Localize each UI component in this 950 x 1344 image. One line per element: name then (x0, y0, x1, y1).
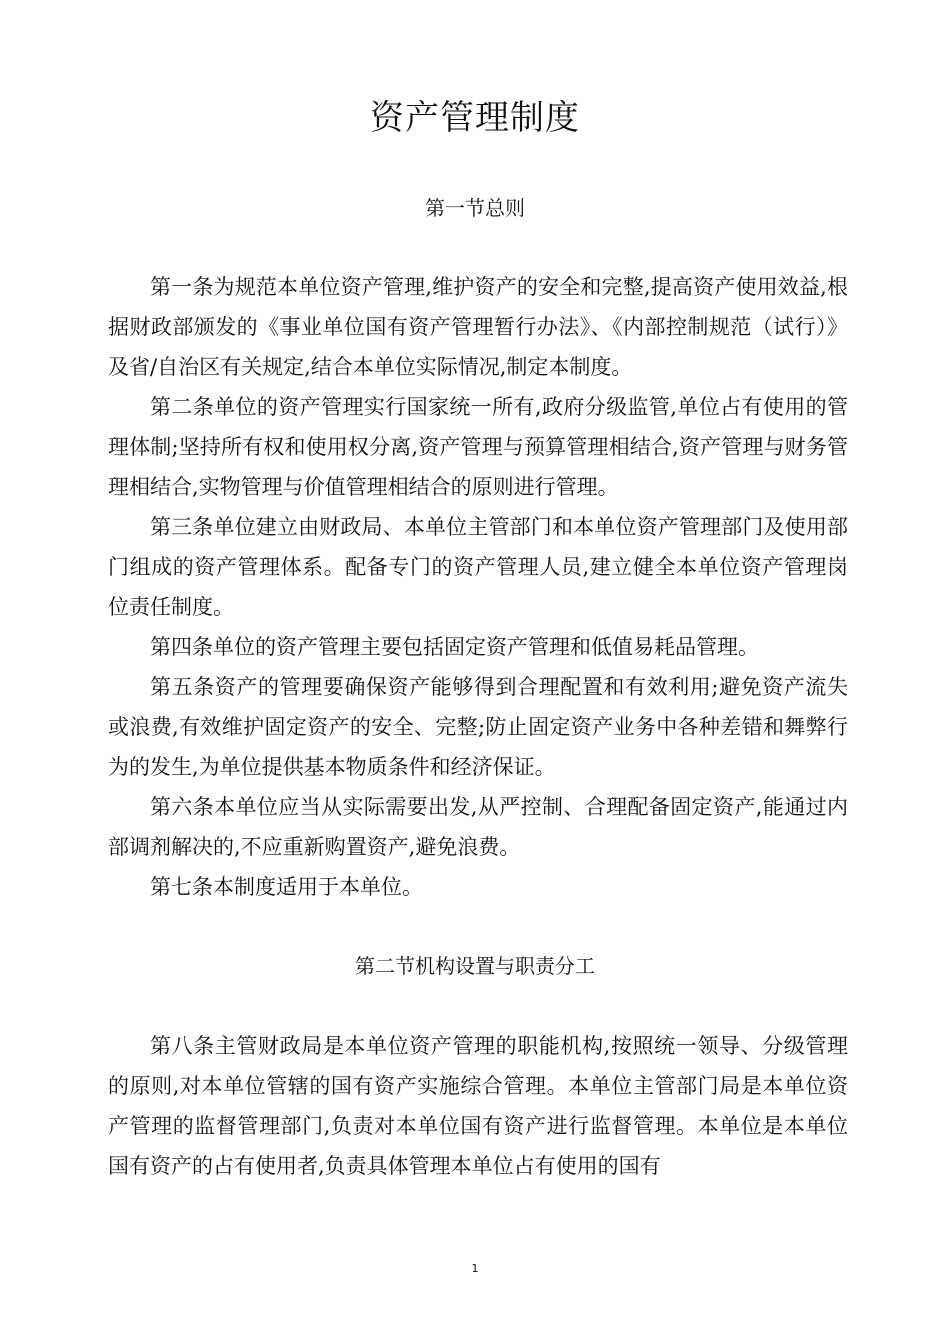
article-paragraph: 第六条本单位应当从实际需要出发,从严控制、合理配备固定资产,能通过内部调剂解决的,不应重新购置资产,避免浪费。 (108, 795, 848, 859)
section-body-general (108, 267, 848, 907)
article-paragraph: 第四条单位的资产管理主要包括固定资产管理和低值易耗品管理。 (150, 635, 759, 659)
section-heading-general: 第一节总则 (425, 196, 525, 220)
section-body-organization (108, 1026, 848, 1186)
page-number: 1 (471, 1262, 479, 1275)
article-paragraph: 第二条单位的资产管理实行国家统一所有,政府分级监管,单位占有使用的管理体制;坚持所有权和使用权分离,资产管理与预算管理相结合,资产管理与财务管理相结合,实物管理与价值管理相结合的原则进行管理。 (108, 395, 848, 499)
article-paragraph: 第七条本制度适用于本单位。 (150, 875, 423, 899)
document-title: 资产管理制度 (370, 98, 580, 138)
article-paragraph: 第三条单位建立由财政局、本单位主管部门和本单位资产管理部门及使用部门组成的资产管理体系。配备专门的资产管理人员,建立健全本单位资产管理岗位责任制度。 (108, 515, 848, 619)
section-heading-organization: 第二节机构设置与职责分工 (355, 954, 595, 978)
article-paragraph: 第五条资产的管理要确保资产能够得到合理配置和有效利用;避免资产流失或浪费,有效维护固定资产的安全、完整;防止固定资产业务中各种差错和舞弊行为的发生,为单位提供基本物质条件和经济保证。 (108, 675, 848, 779)
article-paragraph: 第八条主管财政局是本单位资产管理的职能机构,按照统一领导、分级管理的原则,对本单位管辖的国有资产实施综合管理。本单位主管部门局是本单位资产管理的监督管理部门,负责对本单位国有资产进行监督管理。本单位是本单位国有资产的占有使用者,负责具体管理本单位占有使用的国有 (108, 1034, 848, 1178)
article-paragraph: 第一条为规范本单位资产管理,维护资产的安全和完整,提高资产使用效益,根据财政部颁发的《事业单位国有资产管理暂行办法》、《内部控制规范（试行）》及省/自治区有关规定,结合本单位实际情况,制定本制度。 (108, 275, 848, 379)
